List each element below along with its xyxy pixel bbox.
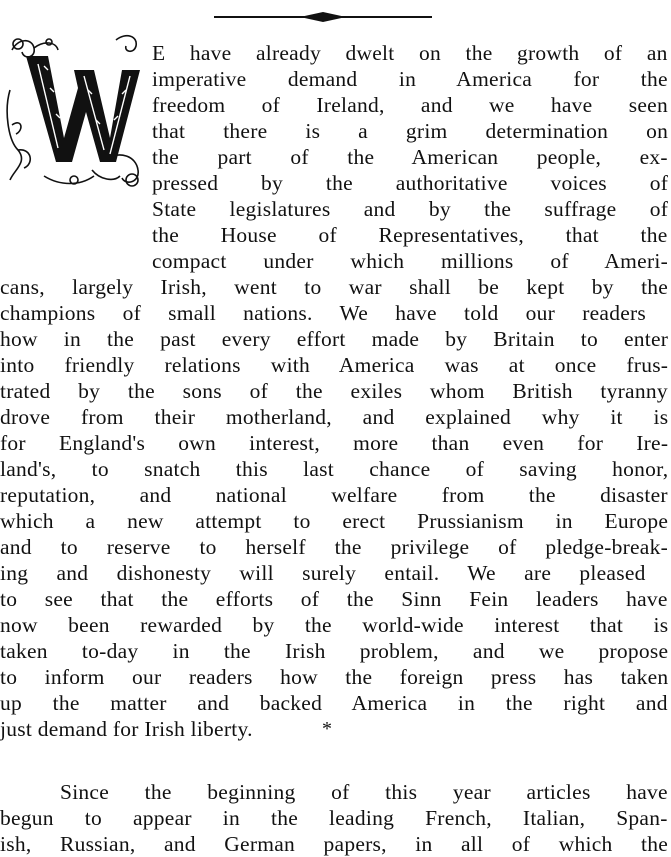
text-line: begun to appear in the leading French, Italian, Span- [0,806,668,830]
text-line: and to reserve to herself the privilege of pledge-break- [0,535,669,559]
text-line: to see that the efforts of the Sinn Fein leaders have [0,587,668,611]
text-line: just demand for Irish liberty. [0,717,253,741]
text-line: taken to-day in the Irish problem, and we propose [0,639,669,663]
text-line: reputation, and national welfare from the disaster [0,483,668,507]
decorated-initial [4,30,146,195]
text-line: now been rewarded by the world-wide interest that is [0,613,669,637]
text-line: up the matter and backed America in the right and [0,691,668,715]
text-line: freedom of Ireland, and we have seen [152,93,668,117]
text-line: for England's own interest, more than even for Ire- [0,431,669,455]
text-line: to inform our readers how the foreign press has taken [0,665,669,689]
text-line: drove from their motherland, and explained why it is [0,405,669,429]
header-ornamental-rule [214,12,432,22]
text-line: E have already dwelt on the growth of an [152,41,668,65]
text-line: imperative demand in America for the [152,67,668,91]
initial-letter-w [26,56,140,162]
text-line: which a new attempt to erect Prussianism in Europe [0,509,669,533]
text-line: into friendly relations with America was at once frus- [0,353,669,377]
text-line: compact under which millions of Ameri- [152,249,668,273]
text-line: the House of Representatives, that the [152,223,668,247]
text-line: how in the past every effort made by Britain to enter [0,327,669,351]
text-line: champions of small nations. We have told our readers [0,301,647,325]
section-separator: * [322,718,332,740]
text-line: ish, Russian, and German papers, in all of which the [0,832,669,856]
text-line: the part of the American people, ex- [152,145,668,169]
text-line: State legislatures and by the suffrage of [152,197,669,221]
text-line: pressed by the authoritative voices of [152,171,669,195]
text-line: Since the beginning of this year articles have [60,780,668,804]
text-line: that there is a grim determination on [152,119,669,143]
text-line: cans, largely Irish, went to war shall be kept by the [0,275,669,299]
text-line: trated by the sons of the exiles whom British tyranny [0,379,668,403]
text-line: ing and dishonesty will surely entail. We are pleased [0,561,646,585]
text-line: land's, to snatch this last chance of saving honor, [0,457,669,481]
